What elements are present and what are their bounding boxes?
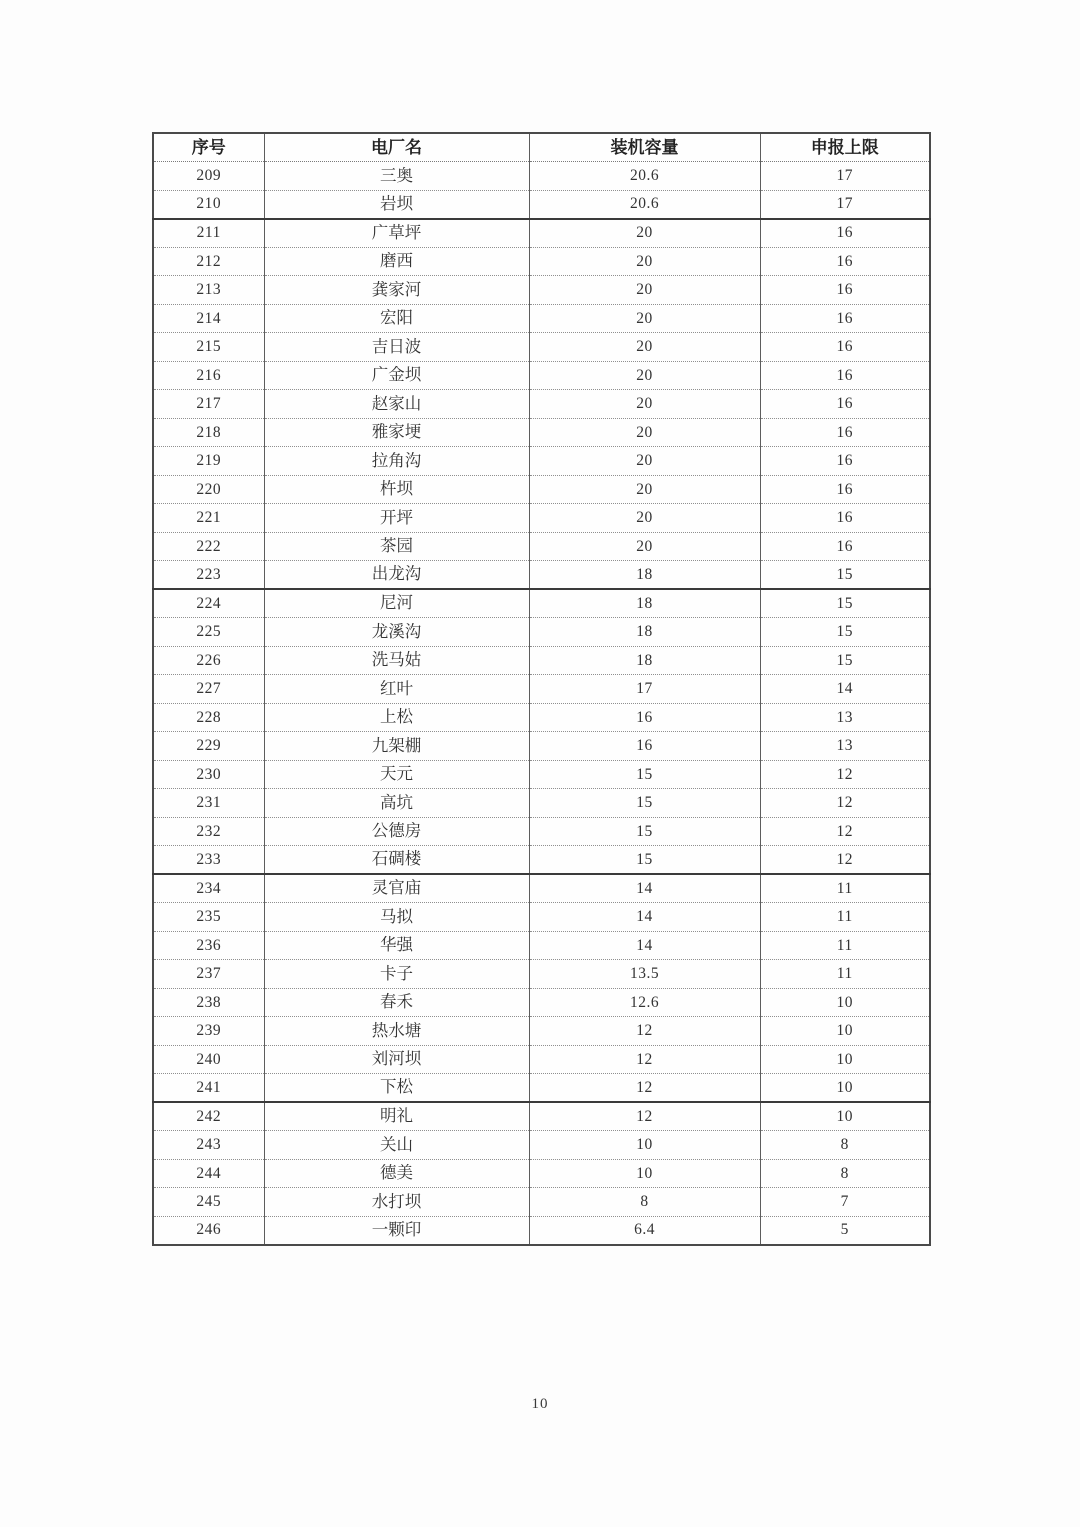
plant-name-cell: 灵官庙 [264, 874, 529, 903]
limit-cell: 8 [760, 1159, 930, 1188]
serial-cell: 232 [153, 817, 264, 846]
capacity-cell: 20.6 [529, 162, 760, 191]
table-row [153, 846, 930, 875]
capacity-cell: 20 [529, 247, 760, 276]
table-row [153, 532, 930, 561]
table-row [153, 817, 930, 846]
plant-name-cell: 三奥 [264, 162, 529, 191]
plant-name-cell: 热水塘 [264, 1017, 529, 1046]
capacity-cell: 20 [529, 532, 760, 561]
table-row [153, 1045, 930, 1074]
plant-name-cell: 龙溪沟 [264, 618, 529, 647]
limit-cell: 16 [760, 532, 930, 561]
capacity-cell: 18 [529, 561, 760, 590]
plant-name-cell: 公德房 [264, 817, 529, 846]
capacity-cell: 20 [529, 361, 760, 390]
plant-name-cell: 洗马姑 [264, 646, 529, 675]
plant-name-cell: 卡子 [264, 960, 529, 989]
limit-cell: 10 [760, 1074, 930, 1103]
limit-cell: 16 [760, 247, 930, 276]
capacity-cell: 15 [529, 817, 760, 846]
capacity-cell: 12.6 [529, 988, 760, 1017]
serial-cell: 223 [153, 561, 264, 590]
serial-cell: 210 [153, 190, 264, 219]
limit-cell: 13 [760, 703, 930, 732]
limit-cell: 17 [760, 162, 930, 191]
limit-cell: 11 [760, 903, 930, 932]
capacity-cell: 14 [529, 903, 760, 932]
table-row [153, 475, 930, 504]
col-header-capacity: 装机容量 [529, 133, 760, 162]
limit-cell: 8 [760, 1131, 930, 1160]
limit-cell: 16 [760, 304, 930, 333]
serial-cell: 209 [153, 162, 264, 191]
serial-cell: 234 [153, 874, 264, 903]
limit-cell: 10 [760, 988, 930, 1017]
col-header-serial: 序号 [153, 133, 264, 162]
table-row [153, 732, 930, 761]
serial-cell: 241 [153, 1074, 264, 1103]
capacity-cell: 6.4 [529, 1216, 760, 1245]
plant-name-cell: 雅家埂 [264, 418, 529, 447]
table-row [153, 304, 930, 333]
capacity-cell: 12 [529, 1102, 760, 1131]
capacity-cell: 20 [529, 475, 760, 504]
serial-cell: 219 [153, 447, 264, 476]
capacity-cell: 12 [529, 1045, 760, 1074]
plant-name-cell: 拉角沟 [264, 447, 529, 476]
table-row [153, 675, 930, 704]
serial-cell: 226 [153, 646, 264, 675]
table-row [153, 903, 930, 932]
table-row [153, 219, 930, 248]
serial-cell: 212 [153, 247, 264, 276]
limit-cell: 16 [760, 447, 930, 476]
limit-cell: 15 [760, 646, 930, 675]
plant-name-cell: 下松 [264, 1074, 529, 1103]
limit-cell: 7 [760, 1188, 930, 1217]
plant-name-cell: 红叶 [264, 675, 529, 704]
serial-cell: 235 [153, 903, 264, 932]
limit-cell: 16 [760, 333, 930, 362]
table-row [153, 646, 930, 675]
serial-cell: 221 [153, 504, 264, 533]
limit-cell: 15 [760, 561, 930, 590]
capacity-cell: 15 [529, 789, 760, 818]
capacity-cell: 18 [529, 618, 760, 647]
capacity-cell: 12 [529, 1074, 760, 1103]
table-row [153, 703, 930, 732]
capacity-cell: 20 [529, 390, 760, 419]
capacity-cell: 20 [529, 447, 760, 476]
plant-name-cell: 尼河 [264, 589, 529, 618]
serial-cell: 238 [153, 988, 264, 1017]
table-row [153, 1216, 930, 1245]
table-row [153, 1131, 930, 1160]
plant-name-cell: 杵坝 [264, 475, 529, 504]
limit-cell: 15 [760, 618, 930, 647]
capacity-cell: 20 [529, 333, 760, 362]
page-number: 10 [531, 1396, 549, 1412]
limit-cell: 5 [840, 1221, 849, 1239]
plant-name-cell: 磨西 [264, 247, 529, 276]
capacity-cell: 15 [529, 846, 760, 875]
plant-name-cell: 茶园 [264, 532, 529, 561]
table-row [153, 1017, 930, 1046]
limit-cell: 11 [760, 874, 930, 903]
limit-cell: 12 [760, 817, 930, 846]
table-row [153, 247, 930, 276]
table-row [153, 361, 930, 390]
limit-cell: 10 [760, 1102, 930, 1131]
limit-cell: 10 [760, 1017, 930, 1046]
limit-cell: 16 [760, 418, 930, 447]
limit-cell: 15 [760, 589, 930, 618]
capacity-cell: 20.6 [529, 190, 760, 219]
serial-cell: 237 [153, 960, 264, 989]
table-body [153, 162, 930, 1245]
capacity-cell: 16 [529, 732, 760, 761]
table-row [153, 1159, 930, 1188]
serial-cell: 214 [153, 304, 264, 333]
table-row [153, 333, 930, 362]
plant-name-cell: 刘河坝 [264, 1045, 529, 1074]
plant-name-cell: 宏阳 [264, 304, 529, 333]
limit-cell: 16 [760, 276, 930, 305]
serial-cell: 216 [153, 361, 264, 390]
capacity-cell: 14 [529, 874, 760, 903]
plant-name-cell: 开坪 [264, 504, 529, 533]
capacity-cell: 20 [529, 418, 760, 447]
plant-name-cell: 天元 [264, 760, 529, 789]
serial-cell: 224 [153, 589, 264, 618]
table-row [153, 276, 930, 305]
limit-cell: 17 [760, 190, 930, 219]
capacity-cell: 13.5 [529, 960, 760, 989]
serial-cell: 231 [153, 789, 264, 818]
plant-name-cell: 华强 [264, 931, 529, 960]
plant-name-cell: 一颗印 [264, 1216, 529, 1245]
plant-name-cell: 明礼 [264, 1102, 529, 1131]
serial-cell: 246 [153, 1216, 264, 1245]
plant-name-cell: 高坑 [264, 789, 529, 818]
table-row [153, 561, 930, 590]
limit-cell: 13 [760, 732, 930, 761]
table-row [153, 931, 930, 960]
serial-cell: 229 [153, 732, 264, 761]
plant-name-cell: 岩坝 [264, 190, 529, 219]
serial-cell: 225 [153, 618, 264, 647]
plant-name-cell: 吉日波 [264, 333, 529, 362]
power-plant-table [152, 132, 931, 1246]
table-row [153, 1074, 930, 1103]
capacity-cell: 10 [529, 1159, 760, 1188]
capacity-cell: 20 [529, 219, 760, 248]
capacity-cell: 16 [529, 703, 760, 732]
table-row [153, 874, 930, 903]
limit-cell: 14 [760, 675, 930, 704]
table-row [153, 1188, 930, 1217]
capacity-cell: 18 [529, 646, 760, 675]
serial-cell: 217 [153, 390, 264, 419]
table-header-row [153, 133, 930, 162]
serial-cell: 227 [153, 675, 264, 704]
plant-name-cell: 广草坪 [264, 219, 529, 248]
serial-cell: 211 [153, 219, 264, 248]
serial-cell: 215 [153, 333, 264, 362]
serial-cell: 218 [153, 418, 264, 447]
serial-cell: 220 [153, 475, 264, 504]
capacity-cell: 8 [529, 1188, 760, 1217]
table-row [153, 760, 930, 789]
plant-name-cell: 龚家河 [264, 276, 529, 305]
limit-cell: 11 [760, 960, 930, 989]
serial-cell: 239 [153, 1017, 264, 1046]
limit-cell: 12 [760, 760, 930, 789]
table-row [153, 960, 930, 989]
serial-cell: 233 [153, 846, 264, 875]
serial-cell: 240 [153, 1045, 264, 1074]
serial-cell: 243 [153, 1131, 264, 1160]
capacity-cell: 18 [529, 589, 760, 618]
plant-name-cell: 春禾 [264, 988, 529, 1017]
table-row [153, 589, 930, 618]
plant-name-cell: 上松 [264, 703, 529, 732]
capacity-cell: 20 [529, 504, 760, 533]
serial-cell: 236 [153, 931, 264, 960]
table-row [153, 789, 930, 818]
capacity-cell: 12 [529, 1017, 760, 1046]
limit-cell: 16 [760, 219, 930, 248]
capacity-cell: 20 [529, 276, 760, 305]
table-row [153, 190, 930, 219]
plant-name-cell: 关山 [264, 1131, 529, 1160]
table-row [153, 1102, 930, 1131]
table-row [153, 390, 930, 419]
table-row [153, 988, 930, 1017]
plant-name-cell: 水打坝 [264, 1188, 529, 1217]
capacity-cell: 17 [529, 675, 760, 704]
limit-cell: 10 [760, 1045, 930, 1074]
plant-name-cell: 广金坝 [264, 361, 529, 390]
plant-name-cell: 出龙沟 [264, 561, 529, 590]
limit-cell: 12 [760, 846, 930, 875]
limit-cell: 12 [760, 789, 930, 818]
table-row [153, 418, 930, 447]
plant-name-cell: 石碉楼 [264, 846, 529, 875]
capacity-cell: 20 [529, 304, 760, 333]
plant-name-cell: 九架棚 [264, 732, 529, 761]
table-row [153, 618, 930, 647]
serial-cell: 242 [153, 1102, 264, 1131]
capacity-cell: 15 [529, 760, 760, 789]
capacity-cell: 10 [529, 1131, 760, 1160]
serial-cell: 230 [153, 760, 264, 789]
serial-cell: 228 [153, 703, 264, 732]
plant-name-cell: 赵家山 [264, 390, 529, 419]
limit-cell: 16 [760, 475, 930, 504]
plant-name-cell: 马拟 [264, 903, 529, 932]
table-row [153, 162, 930, 191]
limit-cell: 11 [760, 931, 930, 960]
plant-name-cell: 德美 [264, 1159, 529, 1188]
serial-cell: 244 [153, 1159, 264, 1188]
limit-cell: 16 [760, 504, 930, 533]
table-row [153, 447, 930, 476]
table-row [153, 504, 930, 533]
limit-cell: 16 [760, 390, 930, 419]
col-header-plant: 电厂名 [264, 133, 529, 162]
serial-cell: 245 [153, 1188, 264, 1217]
serial-cell: 222 [153, 532, 264, 561]
capacity-cell: 14 [529, 931, 760, 960]
col-header-limit: 申报上限 [760, 133, 930, 162]
limit-cell: 16 [760, 361, 930, 390]
serial-cell: 213 [153, 276, 264, 305]
